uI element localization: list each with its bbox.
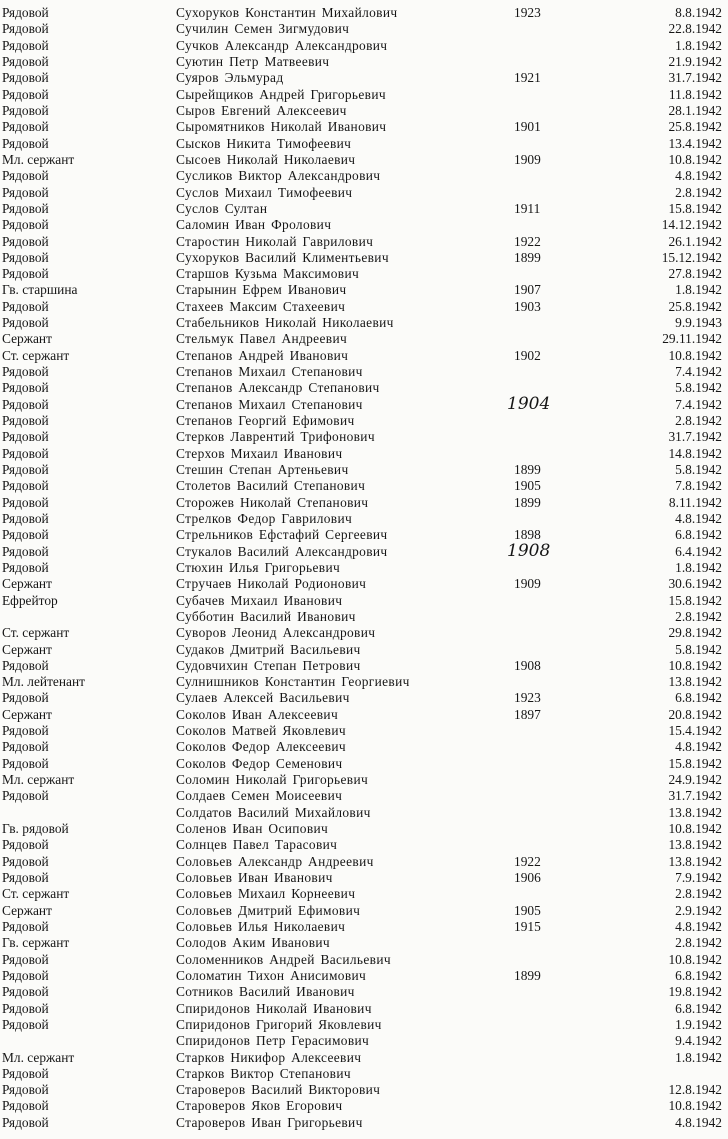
list-row <box>0 934 728 951</box>
date-cell: 11.8.1942 <box>668 86 722 102</box>
birth-year-cell: 1922 <box>514 233 541 249</box>
list-row <box>0 184 728 201</box>
birth-year-cell: 1908 <box>507 540 551 561</box>
date-cell: 2.8.1942 <box>675 184 722 200</box>
birth-year-cell: 1915 <box>514 918 541 934</box>
list-row <box>0 118 728 135</box>
list-row <box>0 967 728 984</box>
list-row <box>0 1097 728 1114</box>
list-row <box>0 53 728 70</box>
name-cell: Староверов Яков Егорович <box>176 1098 343 1114</box>
date-cell: 10.8.1942 <box>668 347 722 363</box>
list-row <box>0 673 728 690</box>
date-cell: 28.1.1942 <box>668 102 722 118</box>
date-cell: 6.8.1942 <box>675 690 722 706</box>
rank-cell: Сержант <box>2 706 52 722</box>
birth-year-cell: 1899 <box>514 249 541 265</box>
rank-cell: Рядовой <box>2 37 49 53</box>
date-cell: 12.8.1942 <box>668 1082 722 1098</box>
rank-cell: Рядовой <box>2 837 49 853</box>
date-cell: 15.8.1942 <box>668 200 722 216</box>
rank-cell: Рядовой <box>2 102 49 118</box>
name-cell: Соленов Иван Осипович <box>176 821 329 836</box>
name-cell: Соколов Федор Алексеевич <box>176 739 347 755</box>
list-row <box>0 738 728 755</box>
date-cell: 1.8.1942 <box>675 37 722 53</box>
list-row <box>0 510 728 527</box>
name-cell: Сторожев Николай Степанович <box>176 494 369 510</box>
name-cell: Стельмук Павел Андреевич <box>176 331 348 347</box>
name-cell: Сырейщиков Андрей Григорьевич <box>176 86 386 102</box>
rank-cell: Рядовой <box>2 951 49 967</box>
name-cell: Староверов Василий Викторович <box>176 1082 381 1098</box>
date-cell: 24.9.1942 <box>668 772 722 787</box>
name-cell: Судаков Дмитрий Васильевич <box>176 641 361 657</box>
date-cell: 13.8.1942 <box>668 837 722 853</box>
rank-cell: Рядовой <box>2 233 49 249</box>
rank-cell: Рядовой <box>2 70 49 86</box>
rank-cell: Рядовой <box>2 657 49 673</box>
list-row <box>0 151 728 168</box>
rank-cell: Рядовой <box>2 217 49 233</box>
date-cell: 1.8.1942 <box>675 559 722 575</box>
list-row <box>0 608 728 625</box>
date-cell: 26.1.1942 <box>668 233 722 249</box>
date-cell: 4.8.1942 <box>675 510 722 526</box>
list-row <box>0 853 728 870</box>
list-row <box>0 200 728 217</box>
name-cell: Сучилин Семен Зигмудович <box>176 21 350 37</box>
name-cell: Спиридонов Григорий Яковлевич <box>176 1016 382 1032</box>
rank-cell: Рядовой <box>2 967 49 983</box>
date-cell: 13.8.1942 <box>668 804 722 820</box>
date-cell: 9.9.1943 <box>675 315 722 331</box>
list-row <box>0 804 728 821</box>
date-cell: 10.8.1942 <box>668 821 722 836</box>
date-cell: 6.8.1942 <box>675 527 722 543</box>
list-row <box>0 1049 728 1066</box>
list-row <box>0 722 728 739</box>
rank-cell: Сержант <box>2 641 52 657</box>
birth-year-cell: 1906 <box>514 870 541 885</box>
birth-year-cell: 1907 <box>514 282 541 298</box>
list-row <box>0 706 728 723</box>
date-cell: 1.8.1942 <box>675 282 722 298</box>
list-row <box>0 1065 728 1082</box>
rank-cell: Рядовой <box>2 21 49 37</box>
rank-cell: Мл. сержант <box>2 1049 75 1065</box>
date-cell: 10.8.1942 <box>668 951 722 967</box>
date-cell: 10.8.1942 <box>668 1098 722 1114</box>
rank-cell: Рядовой <box>2 298 49 314</box>
rank-cell: Рядовой <box>2 119 49 135</box>
date-cell: 7.8.1942 <box>675 478 722 494</box>
date-cell: 5.8.1942 <box>675 380 722 396</box>
list-row <box>0 902 728 919</box>
list-row <box>0 951 728 968</box>
rank-cell: Ст. сержант <box>2 625 70 641</box>
date-cell: 15.4.1942 <box>668 723 722 739</box>
name-cell: Сысоев Николай Николаевич <box>176 151 356 167</box>
rank-cell: Рядовой <box>2 429 49 445</box>
rank-cell: Рядовой <box>2 755 49 771</box>
name-cell: Суворов Леонид Александрович <box>176 625 376 641</box>
date-cell: 4.8.1942 <box>675 918 722 934</box>
rank-cell: Рядовой <box>2 413 49 428</box>
name-cell: Старшов Кузьма Максимович <box>176 266 360 282</box>
list-row <box>0 265 728 282</box>
date-cell: 1.8.1942 <box>675 1049 722 1065</box>
list-row <box>0 135 728 152</box>
list-row <box>0 281 728 298</box>
rank-cell: Сержант <box>2 576 52 592</box>
rank-cell: Рядовой <box>2 510 49 526</box>
list-row <box>0 216 728 233</box>
name-cell: Саломин Иван Фролович <box>176 217 332 233</box>
rank-cell: Рядовой <box>2 690 49 706</box>
date-cell: 15.12.1942 <box>661 249 722 265</box>
name-cell: Соловьев Иван Иванович <box>176 870 333 885</box>
list-row <box>0 983 728 1000</box>
list-row <box>0 836 728 853</box>
rank-cell: Рядовой <box>2 184 49 200</box>
rank-cell: Гв. рядовой <box>2 821 69 836</box>
rank-cell: Рядовой <box>2 1098 49 1114</box>
rank-cell: Гв. сержант <box>2 935 70 951</box>
date-cell: 31.7.1942 <box>668 70 722 86</box>
birth-year-cell: 1897 <box>514 706 541 722</box>
list-row <box>0 820 728 837</box>
rank-cell: Рядовой <box>2 168 49 184</box>
name-cell: Старков Никифор Алексеевич <box>176 1049 362 1065</box>
rank-cell: Рядовой <box>2 984 49 1000</box>
rank-cell: Рядовой <box>2 1082 49 1098</box>
list-row <box>0 771 728 788</box>
date-cell: 21.9.1942 <box>668 54 722 69</box>
rank-cell: Рядовой <box>2 135 49 151</box>
name-cell: Соловьев Дмитрий Ефимович <box>176 902 361 918</box>
list-row <box>0 494 728 511</box>
name-cell: Стукалов Василий Александрович <box>176 543 388 559</box>
rank-cell: Ст. сержант <box>2 886 70 902</box>
rank-cell: Рядовой <box>2 788 49 804</box>
name-cell: Соколов Матвей Яковлевич <box>176 723 346 739</box>
list-row <box>0 167 728 184</box>
rank-cell: Рядовой <box>2 853 49 869</box>
name-cell: Староверов Иван Григорьевич <box>176 1114 363 1130</box>
birth-year-cell: 1905 <box>514 478 541 494</box>
name-cell: Стрелков Федор Гаврилович <box>176 510 353 526</box>
name-cell: Степанов Александр Степанович <box>176 380 380 396</box>
date-cell: 19.8.1942 <box>668 984 722 1000</box>
birth-year-cell: 1903 <box>514 298 541 314</box>
rank-cell: Рядовой <box>2 1065 49 1081</box>
list-row <box>0 298 728 315</box>
name-cell: Сухоруков Василий Климентьевич <box>176 249 389 265</box>
date-cell: 15.8.1942 <box>668 755 722 771</box>
name-cell: Сыромятников Николай Иванович <box>176 119 387 135</box>
name-cell: Солдатов Василий Михайлович <box>176 804 371 820</box>
name-cell: Сысков Никита Тимофеевич <box>176 135 352 151</box>
name-cell: Сотников Василий Иванович <box>176 984 355 1000</box>
date-cell: 5.8.1942 <box>675 462 722 477</box>
list-row <box>0 347 728 364</box>
date-cell: 9.4.1942 <box>675 1033 722 1049</box>
name-cell: Соловьев Михаил Корнеевич <box>176 886 356 902</box>
list-row <box>0 428 728 445</box>
rank-cell: Рядовой <box>2 200 49 216</box>
list-row <box>0 787 728 804</box>
list-row <box>0 689 728 706</box>
date-cell: 2.8.1942 <box>675 886 722 902</box>
name-cell: Старостин Николай Гаврилович <box>176 233 374 249</box>
rank-cell: Рядовой <box>2 445 49 461</box>
date-cell: 7.9.1942 <box>675 870 722 885</box>
name-cell: Стрельников Ефстафий Сергеевич <box>176 527 388 543</box>
date-cell: 27.8.1942 <box>668 266 722 282</box>
birth-year-cell: 1923 <box>514 5 541 20</box>
rank-cell: Мл. сержант <box>2 151 75 167</box>
list-row <box>0 37 728 54</box>
list-row <box>0 393 728 414</box>
name-cell: Спиридонов Николай Иванович <box>176 1000 372 1016</box>
date-cell: 4.8.1942 <box>675 168 722 184</box>
birth-year-cell: 1899 <box>514 967 541 983</box>
date-cell: 4.8.1942 <box>675 1114 722 1130</box>
list-row <box>0 592 728 609</box>
name-cell: Спиридонов Петр Герасимович <box>176 1033 370 1049</box>
list-row <box>0 657 728 674</box>
list-row <box>0 4 728 21</box>
list-row <box>0 1000 728 1017</box>
rank-cell: Рядовой <box>2 543 49 559</box>
list-row <box>0 445 728 462</box>
rank-cell: Рядовой <box>2 559 49 575</box>
rank-cell: Гв. старшина <box>2 282 78 298</box>
date-cell: 13.8.1942 <box>668 853 722 869</box>
name-cell: Столетов Василий Степанович <box>176 478 366 494</box>
list-row <box>0 526 728 543</box>
list-row <box>0 624 728 641</box>
list-row <box>0 918 728 935</box>
date-cell: 5.8.1942 <box>675 641 722 657</box>
name-cell: Судовчихин Степан Петрович <box>176 657 361 673</box>
date-cell: 8.11.1942 <box>668 494 722 510</box>
name-cell: Соломатин Тихон Анисимович <box>176 967 367 983</box>
birth-year-cell: 1922 <box>514 853 541 869</box>
name-cell: Старков Виктор Степанович <box>176 1065 351 1081</box>
rank-cell: Мл. сержант <box>2 772 75 787</box>
birth-year-cell: 1899 <box>514 462 541 477</box>
list-row <box>0 559 728 576</box>
rank-cell: Мл. лейтенант <box>2 674 85 690</box>
rank-cell: Сержант <box>2 902 52 918</box>
list-row <box>0 1081 728 1098</box>
date-cell: 8.8.1942 <box>675 5 722 20</box>
list-row <box>0 1032 728 1049</box>
date-cell: 2.9.1942 <box>675 902 722 918</box>
name-cell: Стахеев Максим Стахеевич <box>176 298 346 314</box>
birth-year-cell: 1905 <box>514 902 541 918</box>
name-cell: Субачев Михаил Иванович <box>176 592 343 608</box>
rank-cell: Рядовой <box>2 1114 49 1130</box>
name-cell: Солдаев Семен Моисеевич <box>176 788 343 804</box>
date-cell: 10.8.1942 <box>668 657 722 673</box>
name-cell: Сучков Александр Александрович <box>176 37 388 53</box>
name-cell: Сусликов Виктор Александрович <box>176 168 381 184</box>
list-row <box>0 869 728 886</box>
rank-cell: Рядовой <box>2 315 49 331</box>
name-cell: Суютин Петр Матвеевич <box>176 54 330 69</box>
list-row <box>0 379 728 396</box>
list-row <box>0 1114 728 1131</box>
birth-year-cell: 1899 <box>514 494 541 510</box>
list-row <box>0 755 728 772</box>
birth-year-cell: 1923 <box>514 690 541 706</box>
name-cell: Суслов Султан <box>176 200 268 216</box>
rank-cell: Рядовой <box>2 739 49 755</box>
date-cell: 7.4.1942 <box>675 364 722 379</box>
date-cell: 14.8.1942 <box>668 445 722 461</box>
name-cell: Соломенников Андрей Васильевич <box>176 951 391 967</box>
rank-cell: Рядовой <box>2 86 49 102</box>
date-cell: 4.8.1942 <box>675 739 722 755</box>
date-cell: 6.8.1942 <box>675 1000 722 1016</box>
name-cell: Субботин Василий Иванович <box>176 608 356 624</box>
date-cell: 31.7.1942 <box>668 429 722 445</box>
birth-year-cell: 1902 <box>514 347 541 363</box>
date-cell: 2.8.1942 <box>675 935 722 951</box>
rank-cell: Рядовой <box>2 364 49 379</box>
rank-cell: Рядовой <box>2 266 49 282</box>
rank-cell: Ст. сержант <box>2 347 70 363</box>
rank-cell: Рядовой <box>2 1016 49 1032</box>
name-cell: Сухоруков Константин Михайлович <box>176 5 398 20</box>
rank-cell: Рядовой <box>2 249 49 265</box>
rank-cell: Рядовой <box>2 527 49 543</box>
name-cell: Соколов Иван Алексеевич <box>176 706 339 722</box>
date-cell: 6.4.1942 <box>675 543 722 559</box>
name-cell: Стерхов Михаил Иванович <box>176 445 343 461</box>
list-row <box>0 330 728 347</box>
list-row <box>0 86 728 103</box>
birth-year-cell: 1904 <box>507 393 551 414</box>
date-cell: 25.8.1942 <box>668 119 722 135</box>
list-row <box>0 69 728 86</box>
birth-year-cell: 1901 <box>514 119 541 135</box>
name-cell: Стюхин Илья Григорьевич <box>176 559 341 575</box>
list-row <box>0 249 728 266</box>
rank-cell: Рядовой <box>2 723 49 739</box>
date-cell: 20.8.1942 <box>668 706 722 722</box>
list-row <box>0 1016 728 1033</box>
date-cell: 6.8.1942 <box>675 967 722 983</box>
name-cell: Стешин Степан Артеньевич <box>176 462 349 477</box>
name-cell: Степанов Михаил Степанович <box>176 396 363 412</box>
name-cell: Соломин Николай Григорьевич <box>176 772 369 787</box>
name-cell: Соловьев Александр Андреевич <box>176 853 374 869</box>
rank-cell: Рядовой <box>2 918 49 934</box>
name-cell: Суслов Михаил Тимофеевич <box>176 184 353 200</box>
date-cell: 31.7.1942 <box>668 788 722 804</box>
date-cell: 30.6.1942 <box>668 576 722 592</box>
name-cell: Степанов Георгий Ефимович <box>176 413 355 428</box>
rank-cell: Рядовой <box>2 1000 49 1016</box>
rank-cell: Ефрейтор <box>2 592 58 608</box>
name-cell: Солодов Аким Иванович <box>176 935 330 951</box>
rank-cell: Сержант <box>2 331 52 347</box>
rank-cell: Рядовой <box>2 478 49 494</box>
name-cell: Степанов Михаил Степанович <box>176 364 363 379</box>
date-cell: 29.11.1942 <box>662 331 722 347</box>
date-cell: 2.8.1942 <box>675 608 722 624</box>
name-cell: Стабельников Николай Николаевич <box>176 315 394 331</box>
list-row <box>0 885 728 902</box>
list-row <box>0 540 728 561</box>
list-row <box>0 412 728 429</box>
rank-cell: Рядовой <box>2 396 49 412</box>
name-cell: Сыров Евгений Алексеевич <box>176 102 347 118</box>
birth-year-cell: 1909 <box>514 576 541 592</box>
rank-cell: Рядовой <box>2 380 49 396</box>
name-cell: Солнцев Павел Тарасович <box>176 837 338 853</box>
list-row <box>0 477 728 494</box>
date-cell: 15.8.1942 <box>668 592 722 608</box>
name-cell: Суяров Эльмурад <box>176 70 284 86</box>
name-cell: Сулнишников Константин Георгиевич <box>176 674 410 690</box>
date-cell: 1.9.1942 <box>675 1016 722 1032</box>
rank-cell: Рядовой <box>2 5 49 20</box>
date-cell: 10.8.1942 <box>668 151 722 167</box>
list-row <box>0 314 728 331</box>
list-row <box>0 575 728 592</box>
date-cell: 13.8.1942 <box>668 674 722 690</box>
rank-cell: Рядовой <box>2 870 49 885</box>
list-row <box>0 461 728 478</box>
name-cell: Сулаев Алексей Васильевич <box>176 690 350 706</box>
date-cell: 7.4.1942 <box>675 396 722 412</box>
date-cell: 2.8.1942 <box>675 413 722 428</box>
rank-cell: Рядовой <box>2 462 49 477</box>
name-cell: Соколов Федор Семенович <box>176 755 343 771</box>
birth-year-cell: 1911 <box>514 200 541 216</box>
birth-year-cell: 1908 <box>514 657 541 673</box>
list-row <box>0 641 728 658</box>
list-row <box>0 102 728 119</box>
date-cell: 13.4.1942 <box>668 135 722 151</box>
rank-cell: Рядовой <box>2 54 49 69</box>
list-row <box>0 233 728 250</box>
list-row <box>0 363 728 380</box>
list-row <box>0 20 728 37</box>
date-cell: 22.8.1942 <box>668 21 722 37</box>
date-cell: 29.8.1942 <box>668 625 722 641</box>
name-cell: Соловьев Илья Николаевич <box>176 918 346 934</box>
rank-cell: Рядовой <box>2 494 49 510</box>
name-cell: Стерков Лаврентий Трифонович <box>176 429 375 445</box>
name-cell: Степанов Андрей Иванович <box>176 347 349 363</box>
birth-year-cell: 1921 <box>514 70 541 86</box>
birth-year-cell: 1909 <box>514 151 541 167</box>
name-cell: Старынин Ефрем Иванович <box>176 282 347 298</box>
date-cell: 25.8.1942 <box>668 298 722 314</box>
date-cell: 14.12.1942 <box>661 217 722 233</box>
name-cell: Стручаев Николай Родионович <box>176 576 367 592</box>
birth-year-cell: 1898 <box>514 527 541 543</box>
